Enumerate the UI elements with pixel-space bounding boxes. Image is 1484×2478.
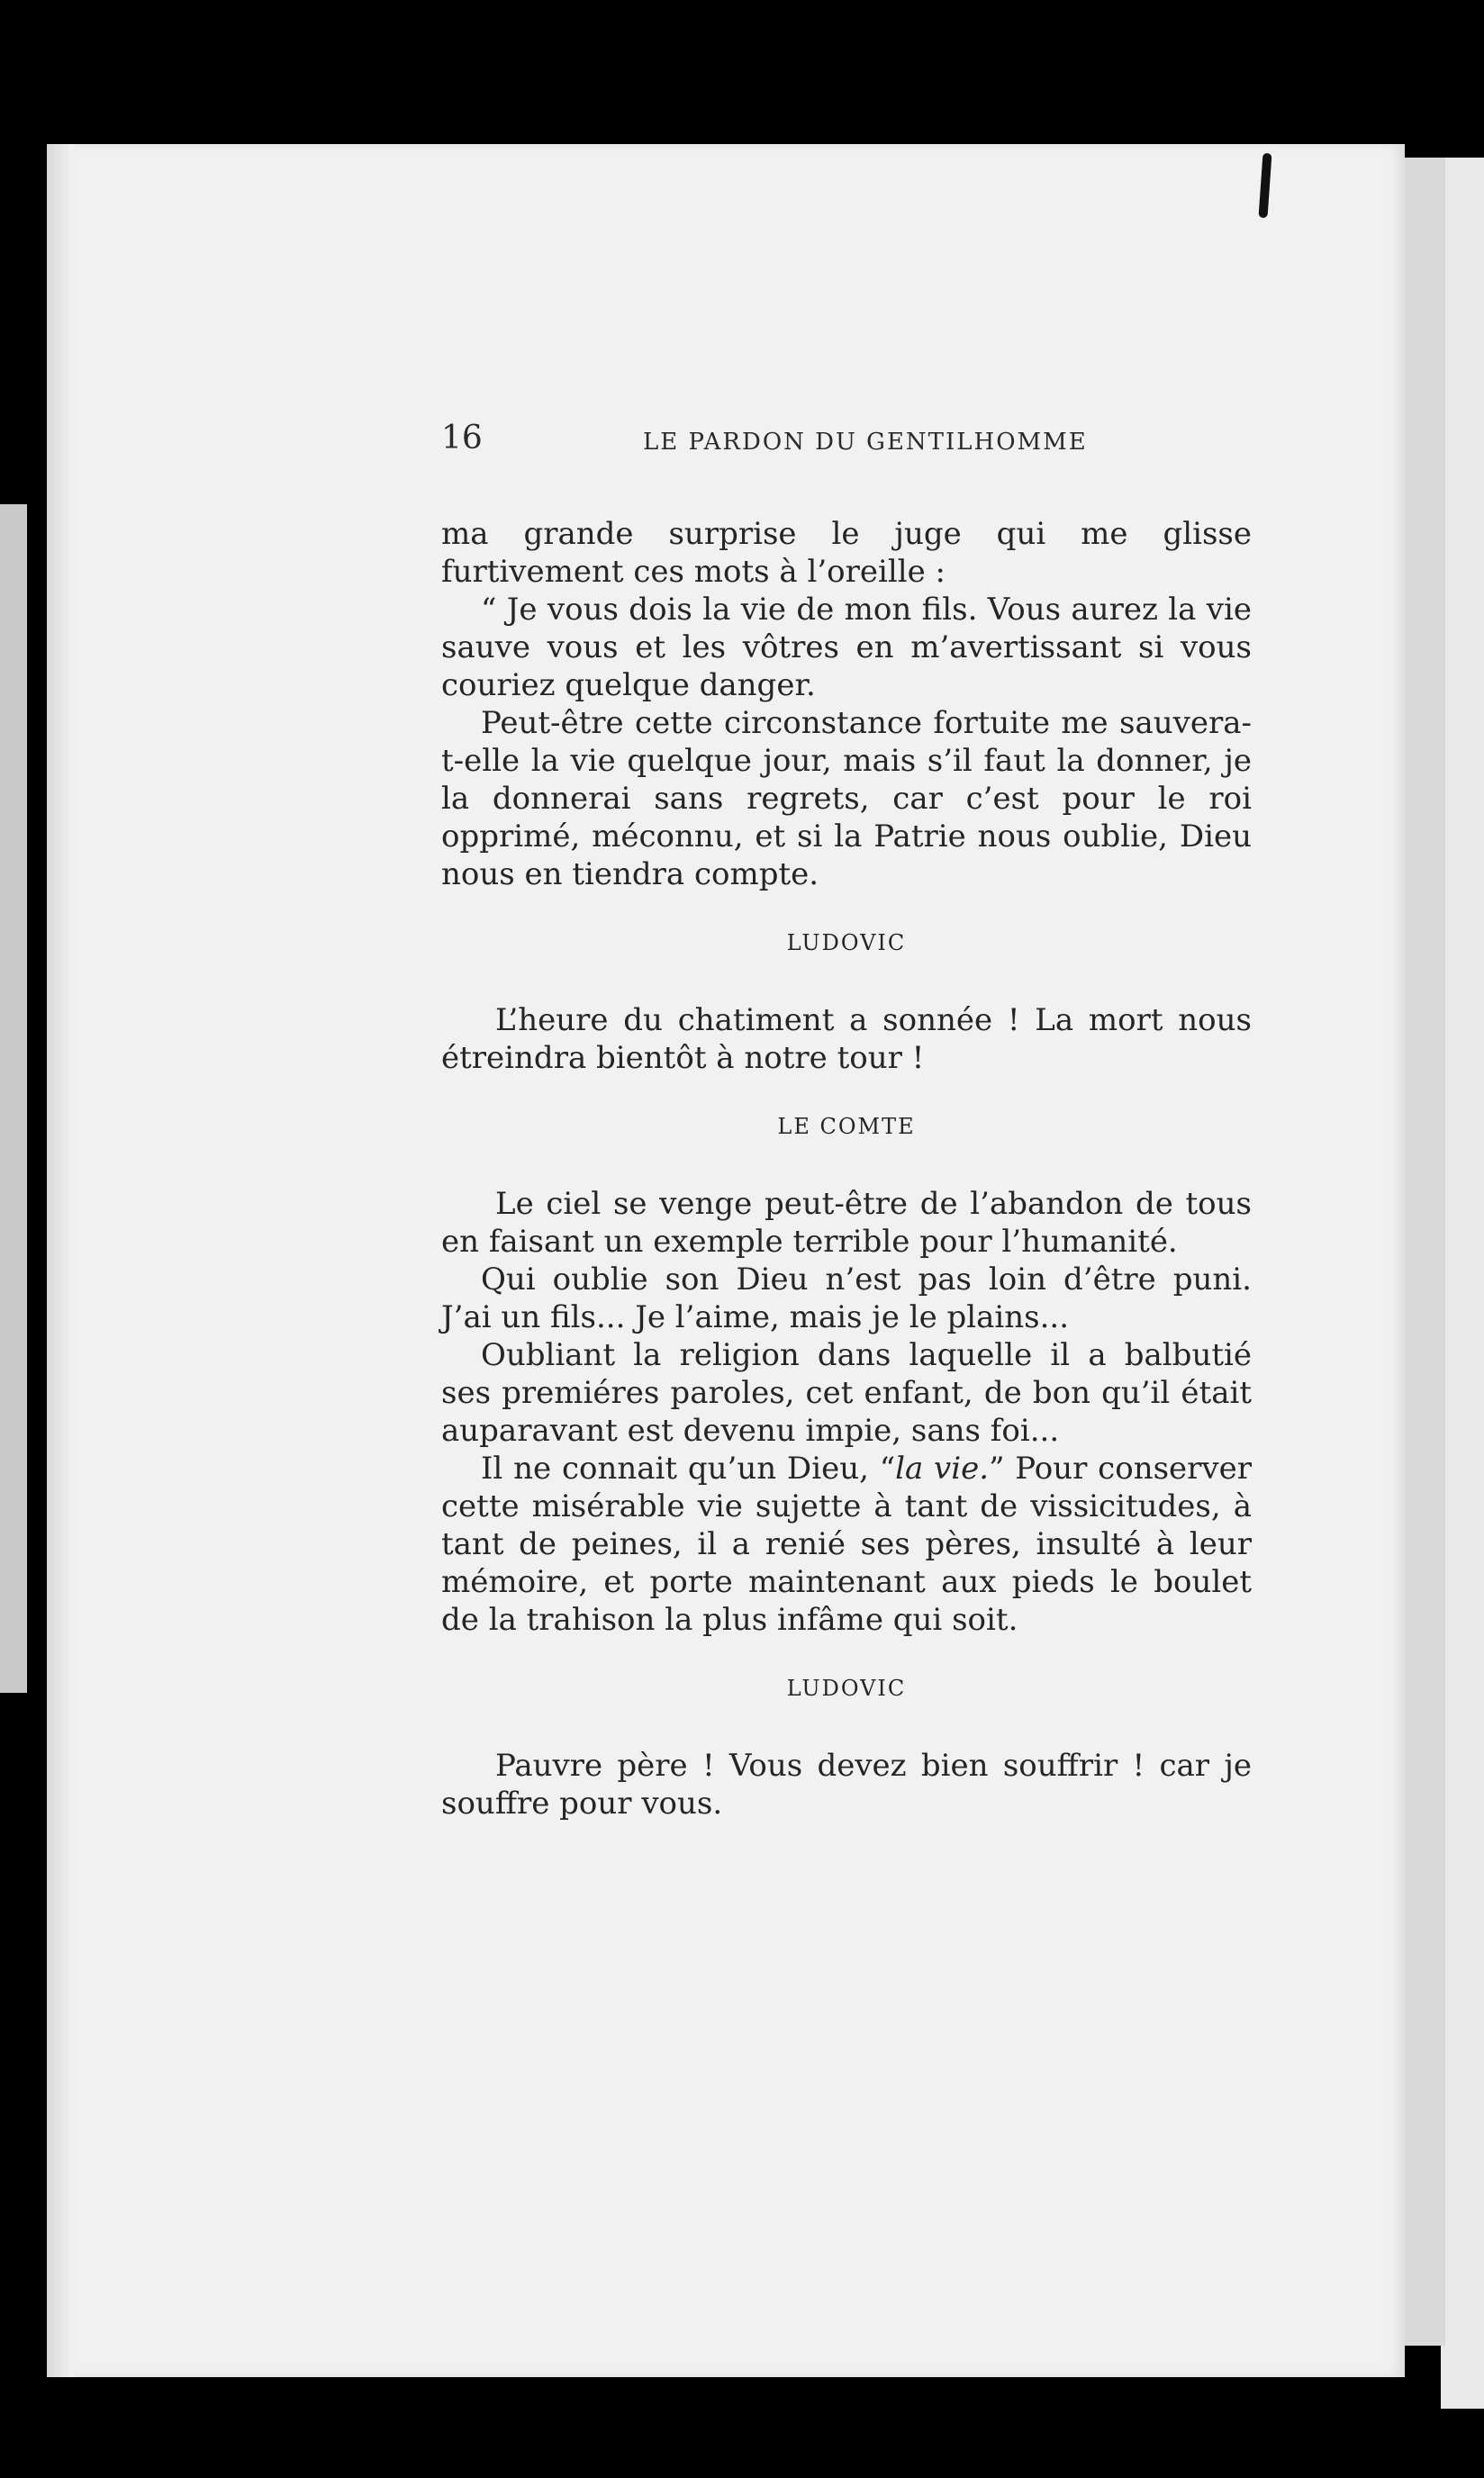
dialogue-line: L’heure du chatiment a sonnée ! La mort nous étreindra bientôt à notre tour ! [441,1002,1252,1076]
page-number: 16 [441,420,483,457]
page-shadow [47,144,74,2377]
speaker-name: LUDOVIC [786,1676,907,1701]
paragraph: Peut-être cette circonstance fortuite me sauvera-t-elle la vie quelque jour, mais s’il faut la donner, je la donnerai sans regrets, car c’est pour le roi opprimé, méconnu, et si la Patrie nous oublie, Dieu nous en tiendra compte. [441,705,1252,892]
dialogue-line: Le ciel se venge peut-être de l’abandon de tous en faisant un exemple terrible pour l’humanité. [441,1186,1252,1260]
dialogue-line [441,1450,1252,1639]
running-title: LE PARDON DU GENTILHOMME [643,429,1088,456]
dialogue-text: Il ne connait qu’un Dieu, “ [481,1451,896,1487]
speaker-name: LUDOVIC [786,930,907,955]
speaker-name: LE COMTE [777,1114,916,1139]
page-header [441,420,1090,474]
italic-quote: la vie. [895,1451,990,1487]
paragraph: ma grande surprise le juge qui me glisse furtivement ces mots à l’oreille : [441,516,1252,590]
paragraph: “ Je vous dois la vie de mon fils. Vous aurez la vie sauve vous et les vôtres en m’avertissant si vous couriez quelque danger. [441,592,1252,703]
page-text [441,515,1252,1822]
dialogue-line: Qui oublie son Dieu n’est pas loin d’être puni. J’ai un fils... Je l’aime, mais je le plains... [441,1262,1252,1335]
dialogue-text: ” Pour conserver cette misérable vie sujette à tant de vissicitudes, à tant de peines, il a renié ses pères, insulté à leur mémoire, et porte maintenant aux pieds le boulet de la trahison la plus infâme qui soit. [441,1451,1252,1638]
left-page-stack-edge [0,504,27,1693]
dialogue-line: Oubliant la religion dans laquelle il a balbutié ses premiéres paroles, cet enfant, de bon qu’il était auparavant est devenu impie, sans foi... [441,1337,1252,1449]
dialogue-line: Pauvre père ! Vous devez bien souffrir ! car je souffre pour vous. [441,1748,1252,1822]
adjacent-page-edge [1441,158,1484,2409]
